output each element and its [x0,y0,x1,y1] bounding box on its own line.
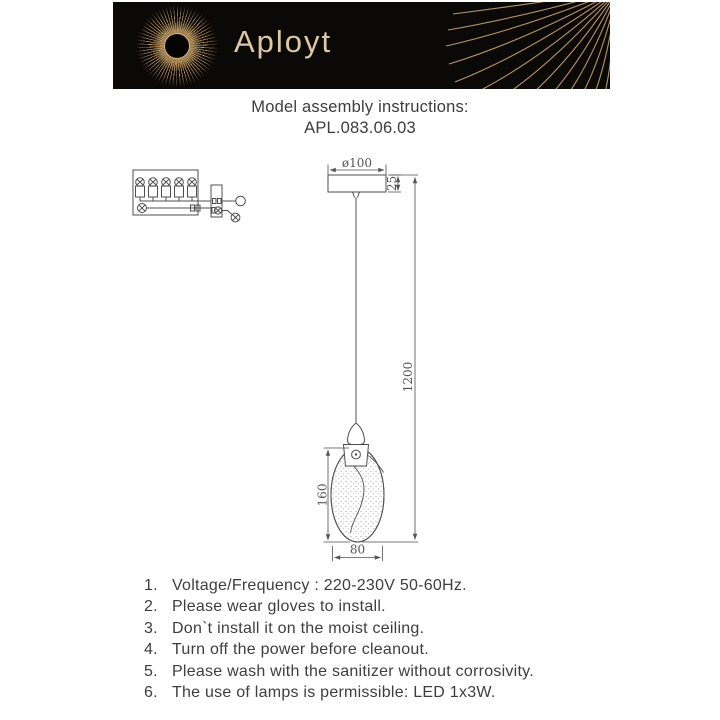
item-text: Don`t install it on the moist ceiling. [172,619,425,637]
item-text: Please wash with the sanitizer without corrosivity. [172,662,534,680]
lamp-symbol [138,204,147,213]
terminal-screws [136,178,197,201]
list-item [144,639,720,660]
page-title: Model assembly instructions: [251,98,469,116]
item-number: 4. [144,641,158,659]
dim-label-shade-height: 160 [315,483,330,507]
earth-terminal [236,196,246,206]
item-number: 6. [144,684,158,702]
instructions-list [0,575,720,703]
connector-block [211,185,222,217]
dim-label-shade-width: 80 [349,542,366,557]
item-number: 5. [144,662,158,680]
item-number: 2. [144,598,158,616]
list-item [144,575,720,596]
list-item [144,682,720,703]
rays-decoration-icon [410,2,610,89]
cord-grip-cone [348,423,365,445]
item-text: The use of lamps is permissible: LED 1x3W. [172,684,496,702]
list-item [144,618,720,639]
wiring-diagram [133,170,245,222]
dim-label-length: 1200 [401,361,415,393]
item-number: 3. [144,619,158,637]
bulb-symbol [231,213,240,222]
model-number: APL.083.06.03 [304,119,416,137]
sunburst-logo-icon [134,3,220,89]
sunburst-core [164,33,190,59]
item-text: Please wear gloves to install. [172,598,386,616]
brand-wordmark: Aployt [234,24,333,59]
dim-label-diameter: ø100 [341,156,373,170]
ceiling-canopy [328,175,386,192]
brand-banner [113,2,610,89]
title-block [0,97,720,139]
item-text: Voltage/Frequency : 220-230V 50-60Hz. [172,577,467,594]
item-number: 1. [144,577,158,594]
item-text: Turn off the power before cleanout. [172,641,429,659]
technical-drawing [110,145,445,575]
dim-label-canopy-height: 25 [385,175,399,192]
list-item [144,596,720,617]
list-item [144,661,720,682]
